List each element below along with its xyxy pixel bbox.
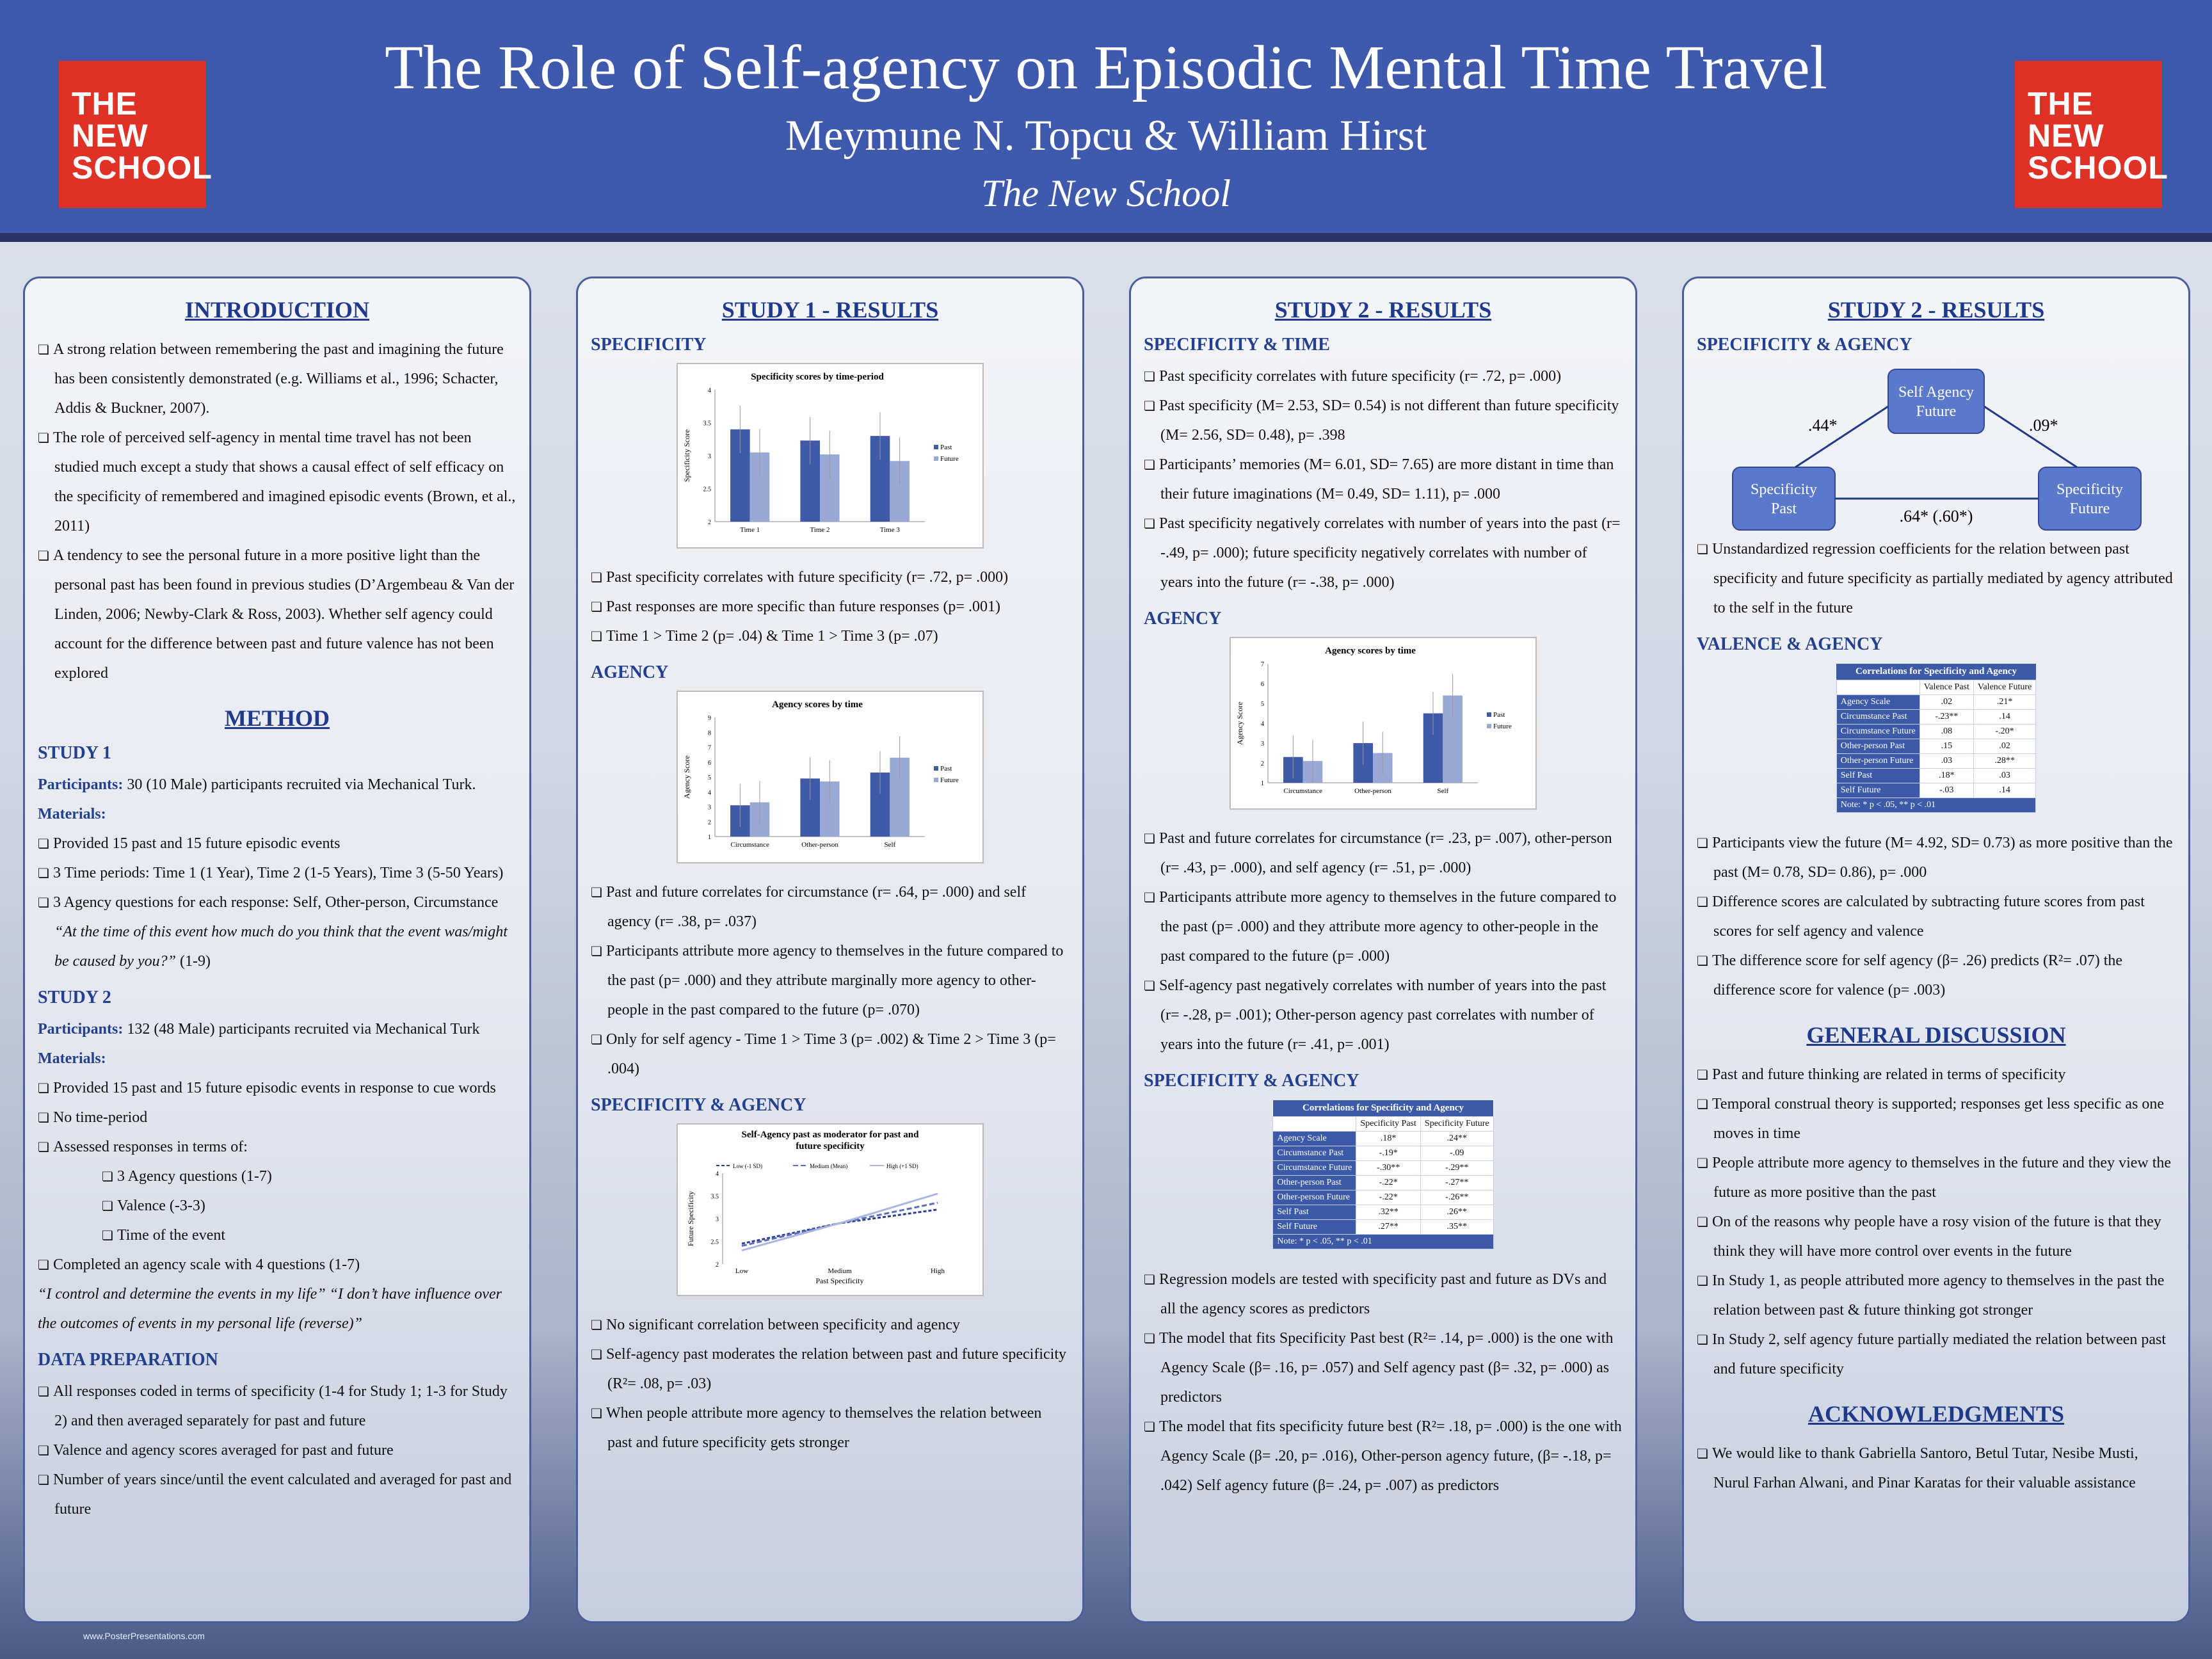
study1-heading: STUDY 1 — [38, 743, 111, 763]
y-axis-label: Future Specificity — [686, 1190, 695, 1247]
cell: -.22* — [1356, 1190, 1421, 1205]
regression-bullet: ❏ The model that fits Specificity Past best (R²= .14, p= .000) is the one with Agency Scale (β= .16, p= .057) and Self agency past (β= .32, p= .000) as predictors — [1144, 1324, 1623, 1412]
diagram-node-self-agency-future — [1888, 369, 1984, 433]
series-line-0 — [742, 1210, 938, 1244]
table-col-header: Specificity Future — [1420, 1117, 1493, 1132]
node-label: Specificity — [2056, 481, 2123, 498]
x-tick-label: Time 1 — [740, 526, 760, 534]
cell: .18* — [1356, 1132, 1421, 1146]
y-tick-label: 2 — [716, 1262, 719, 1269]
y-tick-label: 2.5 — [703, 486, 711, 493]
participants-text: 30 (10 Male) participants recruited via Mechanical Turk. — [123, 776, 476, 793]
table-col-header: Valence Past — [1919, 680, 1973, 695]
y-tick-label: 3 — [708, 804, 711, 812]
specificity-time-bullet: ❏ Past specificity (M= 2.53, SD= 0.54) is not different than future specificity (M= 2.56, SD= 0.48), p= .398 — [1144, 391, 1623, 450]
cell: .26** — [1420, 1205, 1493, 1220]
row-label: Circumstance Future — [1836, 725, 1919, 739]
x-tick-label: Time 2 — [810, 526, 830, 534]
legend-swatch — [934, 766, 938, 771]
specificity-agency-bullet: ❏ No significant correlation between specificity and agency — [591, 1310, 1070, 1340]
chart-title: Specificity scores by time-period — [751, 372, 884, 382]
cell: -.29** — [1420, 1161, 1493, 1176]
legend-label: Medium (Mean) — [810, 1163, 848, 1169]
chart-title: Self-Agency past as moderator for past and — [741, 1130, 919, 1140]
cell: .02 — [1919, 695, 1973, 710]
study2-results-panel-a — [1129, 276, 1637, 1623]
row-label: Self Past — [1836, 769, 1919, 783]
table-row — [1273, 1190, 1493, 1205]
specificity-time-bullet: ❏ Past specificity correlates with future specificity (r= .72, p= .000) — [1144, 362, 1623, 391]
cell: .24** — [1420, 1132, 1493, 1146]
y-tick-label: 1 — [1261, 780, 1264, 787]
study2-bullet: ❏ No time-period — [38, 1103, 517, 1132]
legend-swatch — [934, 456, 938, 461]
poster-header — [0, 0, 2212, 242]
discussion-bullet: ❏ People attribute more agency to themselves in the future and they view the future as more positive than the past — [1697, 1148, 2176, 1207]
logo-line: SCHOOL — [2028, 150, 2168, 186]
specificity-time-bullet: ❏ Participants’ memories (M= 6.01, SD= 7.65) are more distant in time than their future imaginations (M= 0.49, SD= 1.11), p= .000 — [1144, 450, 1623, 509]
specificity-heading: SPECIFICITY — [591, 335, 707, 355]
specificity-bullet: ❏ Time 1 > Time 2 (p= .04) & Time 1 > Time 3 (p= .07) — [591, 621, 1070, 651]
valence-bullet: ❏ Difference scores are calculated by subtracting future scores from past scores for self agency and valence — [1697, 887, 2176, 946]
cell: -.22* — [1356, 1176, 1421, 1190]
y-axis-label: Agency Score — [1235, 701, 1244, 745]
table-col-header: Valence Future — [1973, 680, 2035, 695]
agency-chart — [677, 691, 984, 863]
study2-participants — [38, 1014, 517, 1044]
x-tick-label: Other-person — [1354, 787, 1391, 795]
legend-swatch — [1487, 712, 1491, 717]
method-heading: METHOD — [224, 705, 330, 731]
coef-right: .09* — [2029, 416, 2058, 435]
poster-title: The Role of Self-agency on Episodic Mental Time Travel — [385, 33, 1827, 102]
y-axis-label: Specificity Score — [682, 429, 691, 483]
agency-heading: AGENCY — [1144, 609, 1222, 629]
specificity-agency-table — [1272, 1100, 1493, 1249]
x-tick-label: Other-person — [801, 841, 838, 849]
y-tick-label: 4 — [716, 1171, 719, 1178]
specificity-agency-bullet: ❏ When people attribute more agency to themselves the relation between past and future specificity gets stronger — [591, 1399, 1070, 1457]
data-prep-heading: DATA PREPARATION — [38, 1350, 218, 1370]
table-row — [1273, 1176, 1493, 1190]
logo-line: THE — [2028, 86, 2094, 122]
row-label: Agency Scale — [1273, 1132, 1356, 1146]
legend-label: High (+1 SD) — [886, 1163, 918, 1169]
node-label: Self Agency — [1898, 384, 1974, 401]
x-tick-label: Self — [1437, 787, 1449, 795]
table-row — [1836, 769, 2036, 783]
cell: -.27** — [1420, 1176, 1493, 1190]
x-tick-label: Medium — [828, 1267, 852, 1275]
legend-label: Low (-1 SD) — [733, 1163, 762, 1169]
discussion-bullet: ❏ In Study 2, self agency future partially mediated the relation between past and future specificity — [1697, 1325, 2176, 1384]
study2-sub-bullet: ❏ Time of the event — [38, 1221, 517, 1250]
row-label: Self Past — [1273, 1205, 1356, 1220]
study2-bullet: ❏ Assessed responses in terms of: — [38, 1132, 517, 1162]
cell: .32** — [1356, 1205, 1421, 1220]
y-tick-label: 2.5 — [710, 1238, 719, 1246]
y-tick-label: 9 — [708, 715, 711, 722]
cell: .14 — [1973, 710, 2035, 725]
specificity-chart — [677, 363, 984, 549]
table-note: Note: * p < .05, ** p < .01 — [1836, 798, 2036, 813]
cell: .03 — [1973, 769, 2035, 783]
study1-bullet: ❏ Provided 15 past and 15 future episodic events — [38, 829, 517, 858]
study1-results-panel — [576, 276, 1084, 1623]
row-label: Circumstance Future — [1273, 1161, 1356, 1176]
logo-line: SCHOOL — [72, 150, 212, 186]
cell: -.20* — [1973, 725, 2035, 739]
logo-line: THE — [72, 86, 138, 122]
legend-swatch — [934, 778, 938, 782]
y-tick-label: 2 — [708, 519, 711, 526]
legend-label: Past — [940, 444, 952, 451]
node-label: Future — [2069, 501, 2110, 517]
cell: -.26** — [1420, 1190, 1493, 1205]
row-label: Other-person Future — [1273, 1190, 1356, 1205]
cell: .15 — [1919, 739, 1973, 754]
poster-affiliation: The New School — [981, 172, 1231, 214]
specificity-agency-heading: SPECIFICITY & AGENCY — [591, 1095, 806, 1115]
study1-participants — [38, 770, 517, 799]
x-axis-label: Past Specificity — [815, 1276, 864, 1285]
study1-materials-label: Materials: — [38, 806, 106, 822]
table-row — [1836, 725, 2036, 739]
y-tick-label: 2 — [1261, 760, 1264, 767]
row-label: Other-person Past — [1273, 1176, 1356, 1190]
moderator-chart-svg — [678, 1125, 982, 1295]
mediation-diagram — [1699, 362, 2173, 534]
y-tick-label: 3.5 — [710, 1193, 719, 1201]
specificity-bullet: ❏ Past specificity correlates with future specificity (r= .72, p= .000) — [591, 563, 1070, 592]
valence-agency-table — [1836, 664, 2037, 813]
table-row — [1836, 739, 2036, 754]
row-label: Circumstance Past — [1273, 1146, 1356, 1161]
y-tick-label: 7 — [1261, 661, 1264, 668]
participants-label: Participants: — [38, 1021, 124, 1038]
y-tick-label: 5 — [708, 774, 711, 781]
study1-scale: (1-9) — [175, 953, 211, 970]
diagram-node-specificity-past — [1733, 467, 1835, 530]
regression-bullet: ❏ The model that fits specificity future best (R²= .18, p= .000) is the one with Agency Scale (β= .20, p= .016), Other-person agency future, (β= -.18, p= .042) Self agency future (β= .24, p= .007) as predictors — [1144, 1412, 1623, 1500]
table-row — [1273, 1205, 1493, 1220]
study2-results-heading: STUDY 2 - RESULTS — [1827, 297, 2045, 323]
prep-bullet: ❏ All responses coded in terms of specificity (1-4 for Study 1; 1-3 for Study 2) and then averaged separately for past and future — [38, 1377, 517, 1436]
x-tick-label: Circumstance — [730, 841, 769, 849]
specificity-bullet: ❏ Past responses are more specific than future responses (p= .001) — [591, 592, 1070, 621]
logo-line: NEW — [2028, 118, 2104, 154]
y-tick-label: 8 — [708, 730, 711, 737]
study1-bullet: ❏ 3 Agency questions for each response: Self, Other-person, Circumstance — [38, 888, 517, 917]
study2-bullet: ❏ Provided 15 past and 15 future episodic events in response to cue words — [38, 1073, 517, 1103]
legend-swatch — [1487, 724, 1491, 728]
acknowledgments-bullet: ❏ We would like to thank Gabriella Santoro, Betul Tutar, Nesibe Musti, Nurul Farhan Alwani, and Pinar Karatas for their valuable assistance — [1697, 1439, 2176, 1498]
moderator-chart — [677, 1123, 984, 1296]
table-row — [1273, 1132, 1493, 1146]
row-label: Circumstance Past — [1836, 710, 1919, 725]
agency-bullet: ❏ Self-agency past negatively correlates with number of years into the past (r= -.28, p= .001); Other-person agency past correlates with number of years into the future (r= .41, p= .001) — [1144, 971, 1623, 1059]
cell: .14 — [1973, 783, 2035, 798]
table-caption: Correlations for Specificity and Agency — [1836, 664, 2036, 680]
agency-bullet: ❏ Past and future correlates for circumstance (r= .23, p= .007), other-person (r= .43, p= .000), and self agency (r= .51, p= .000) — [1144, 824, 1623, 883]
y-tick-label: 3.5 — [703, 420, 711, 428]
intro-bullet: ❏ A strong relation between remembering the past and imagining the future has been consistently demonstrated (e.g. Williams et al., 1996; Schacter, Addis & Buckner, 2007). — [38, 335, 517, 423]
study2-quote: “I control and determine the events in my life” “I don’t have influence over the outcomes of events in my personal life (reverse)” — [38, 1286, 502, 1332]
prep-bullet: ❏ Number of years since/until the event calculated and averaged for past and future — [38, 1465, 517, 1524]
y-tick-label: 3 — [1261, 741, 1264, 748]
study2-results-heading: STUDY 2 - RESULTS — [1274, 297, 1492, 323]
agency-chart-study2-svg — [1231, 638, 1535, 808]
prep-bullet: ❏ Valence and agency scores averaged for past and future — [38, 1436, 517, 1465]
table-row — [1836, 710, 2036, 725]
table-row — [1836, 783, 2036, 798]
y-tick-label: 6 — [1261, 681, 1264, 688]
introduction-method-panel — [23, 276, 531, 1623]
table-col-header: Specificity Past — [1356, 1117, 1421, 1132]
chart-title: Agency scores by time — [772, 700, 863, 710]
study1-bullet: ❏ 3 Time periods: Time 1 (1 Year), Time 2 (1-5 Years), Time 3 (5-50 Years) — [38, 858, 517, 888]
discussion-bullet: ❏ On of the reasons why people have a rosy vision of the future is that they think they will have more control over events in the future — [1697, 1207, 2176, 1266]
chart-title: Agency scores by time — [1325, 646, 1416, 656]
valence-bullet: ❏ The difference score for self agency (β= .26) predicts (R²= .07) the difference score for valence (p= .003) — [1697, 946, 2176, 1005]
coef-bottom: .64* (.60*) — [1899, 507, 1973, 525]
legend-label: Future — [940, 776, 959, 784]
y-tick-label: 7 — [708, 744, 711, 752]
specificity-time-bullet: ❏ Past specificity negatively correlates with number of years into the past (r= -.49, p= .000); future specificity negatively correlates with number of years into the future (r= -.38, p= .000) — [1144, 509, 1623, 597]
diagram-node-specificity-future — [2039, 467, 2141, 530]
cell: -.19* — [1356, 1146, 1421, 1161]
specificity-chart-svg — [678, 364, 982, 547]
table-note: Note: * p < .05, ** p < .01 — [1273, 1235, 1493, 1249]
row-label: Self Future — [1273, 1220, 1356, 1235]
y-axis-label: Agency Score — [682, 755, 691, 799]
introduction-heading: INTRODUCTION — [184, 297, 370, 323]
agency-bullet: ❏ Only for self agency - Time 1 > Time 3 (p= .002) & Time 2 > Time 3 (p= .004) — [591, 1025, 1070, 1084]
cell: .21* — [1973, 695, 2035, 710]
logo-line: NEW — [72, 118, 148, 154]
agency-bullet: ❏ Past and future correlates for circumstance (r= .64, p= .000) and self agency (r= .38, p= .037) — [591, 878, 1070, 936]
series-line-1 — [742, 1203, 938, 1246]
intro-bullet: ❏ The role of perceived self-agency in mental time travel has not been studied much except a study that shows a causal effect of self efficacy on the specificity of remembered and imagined episodic events (Brown, et al., 2011) — [38, 423, 517, 541]
valence-bullet: ❏ Participants view the future (M= 4.92, SD= 0.73) as more positive than the past (M= 0.78, SD= 0.86), p= .000 — [1697, 828, 2176, 887]
intro-bullet: ❏ A tendency to see the personal future in a more positive light than the personal past has been found in previous studies (D’Argembeau & Van der Linden, 2006; Newby-Clark & Ross, 2003). Whether self agency could account for the difference between past and future valence has not been explored — [38, 541, 517, 688]
table-corner — [1273, 1117, 1356, 1132]
y-tick-label: 4 — [1261, 721, 1264, 728]
specificity-time-heading: SPECIFICITY & TIME — [1144, 335, 1330, 355]
poster-authors: Meymune N. Topcu & William Hirst — [785, 111, 1427, 159]
y-tick-label: 3 — [708, 453, 711, 460]
x-tick-label: Circumstance — [1283, 787, 1322, 795]
cell: -.03 — [1919, 783, 1973, 798]
cell: -.30** — [1356, 1161, 1421, 1176]
study2-sub-bullet: ❏ Valence (-3-3) — [38, 1191, 517, 1221]
legend-swatch — [934, 445, 938, 449]
y-tick-label: 1 — [708, 834, 711, 841]
acknowledgments-heading: ACKNOWLEDGMENTS — [1807, 1401, 2065, 1427]
y-tick-label: 6 — [708, 759, 711, 767]
agency-chart-svg — [678, 692, 982, 862]
x-tick-label: Time 3 — [879, 526, 900, 534]
y-tick-label: 5 — [1261, 701, 1264, 708]
study2-materials-label: Materials: — [38, 1050, 106, 1067]
legend-label: Past — [1493, 711, 1505, 719]
table-row — [1836, 754, 2036, 769]
table-row — [1836, 695, 2036, 710]
node-label: Future — [1916, 403, 1957, 420]
table-row — [1273, 1220, 1493, 1235]
series-line-2 — [742, 1194, 938, 1251]
general-discussion-heading: GENERAL DISCUSSION — [1806, 1022, 2066, 1048]
specificity-agency-bullet: ❏ Self-agency past moderates the relation between past and future specificity (R²= .08, p= .03) — [591, 1340, 1070, 1399]
row-label: Other-person Future — [1836, 754, 1919, 769]
specificity-agency-heading: SPECIFICITY & AGENCY — [1144, 1071, 1359, 1091]
agency-bullet: ❏ Participants attribute more agency to themselves in the future compared to the past (p= .000) and they attribute more agency to other-people in the past compared to the future (p= .000) — [1144, 883, 1623, 971]
y-tick-label: 2 — [708, 819, 711, 826]
study2-bullet: ❏ Completed an agency scale with 4 questions (1-7) — [38, 1250, 517, 1279]
x-tick-label: High — [931, 1267, 945, 1275]
new-school-logo-right — [2015, 61, 2168, 208]
cell: .08 — [1919, 725, 1973, 739]
participants-label: Participants: — [38, 776, 124, 793]
y-tick-label: 4 — [708, 789, 711, 797]
discussion-bullet: ❏ Temporal construal theory is supported; responses get less specific as one moves in time — [1697, 1089, 2176, 1148]
table-corner — [1836, 680, 1919, 695]
table-row — [1273, 1161, 1493, 1176]
footer-url: www.PosterPresentations.com — [83, 1631, 205, 1641]
cell: .28** — [1973, 754, 2035, 769]
cell: -.23** — [1919, 710, 1973, 725]
table-caption: Correlations for Specificity and Agency — [1273, 1100, 1493, 1117]
row-label: Agency Scale — [1836, 695, 1919, 710]
study2-heading: STUDY 2 — [38, 988, 111, 1007]
row-label: Self Future — [1836, 783, 1919, 798]
study1-results-heading: STUDY 1 - RESULTS — [721, 297, 939, 323]
agency-heading: AGENCY — [591, 662, 669, 682]
coef-left: .44* — [1808, 416, 1838, 435]
table-row — [1273, 1146, 1493, 1161]
cell: -.09 — [1420, 1146, 1493, 1161]
cell: .03 — [1919, 754, 1973, 769]
regression-bullet: ❏ Regression models are tested with specificity past and future as DVs and all the agency scores as predictors — [1144, 1265, 1623, 1324]
y-tick-label: 4 — [708, 387, 711, 394]
row-label: Other-person Past — [1836, 739, 1919, 754]
node-label: Specificity — [1751, 481, 1817, 498]
x-tick-label: Low — [735, 1267, 749, 1275]
legend-label: Future — [940, 455, 959, 463]
participants-text: 132 (48 Male) participants recruited via Mechanical Turk — [123, 1021, 480, 1038]
agency-bullet: ❏ Participants attribute more agency to themselves in the future compared to the past (p= .000) and they attribute marginally more agency to other-people in the past compared to the future (p= .070) — [591, 936, 1070, 1025]
node-label: Past — [1770, 501, 1797, 517]
cell: .35** — [1420, 1220, 1493, 1235]
study2-sub-bullet: ❏ 3 Agency questions (1-7) — [38, 1162, 517, 1191]
cell: .02 — [1973, 739, 2035, 754]
y-tick-label: 3 — [716, 1216, 719, 1223]
cell: .18* — [1919, 769, 1973, 783]
discussion-bullet: ❏ In Study 1, as people attributed more agency to themselves in the past the relation between past & future thinking got stronger — [1697, 1266, 2176, 1325]
cell: .27** — [1356, 1220, 1421, 1235]
legend-label: Past — [940, 765, 952, 773]
agency-chart-study2 — [1230, 637, 1537, 810]
discussion-bullet: ❏ Past and future thinking are related in terms of specificity — [1697, 1060, 2176, 1089]
study1-quote: “At the time of this event how much do you think that the event was/might be caused by you?” — [54, 924, 508, 970]
study2-results-panel-b — [1682, 276, 2190, 1623]
valence-agency-heading: VALENCE & AGENCY — [1697, 634, 1883, 654]
study1-question — [38, 917, 517, 976]
specificity-agency-heading: SPECIFICITY & AGENCY — [1697, 335, 1912, 355]
x-tick-label: Self — [884, 841, 896, 849]
diagram-note-bullet: ❏ Unstandardized regression coefficients for the relation between past specificity and future specificity as partially mediated by agency attributed to the self in the future — [1697, 534, 2176, 623]
legend-label: Future — [1493, 723, 1512, 730]
chart-title: future specificity — [796, 1141, 865, 1151]
